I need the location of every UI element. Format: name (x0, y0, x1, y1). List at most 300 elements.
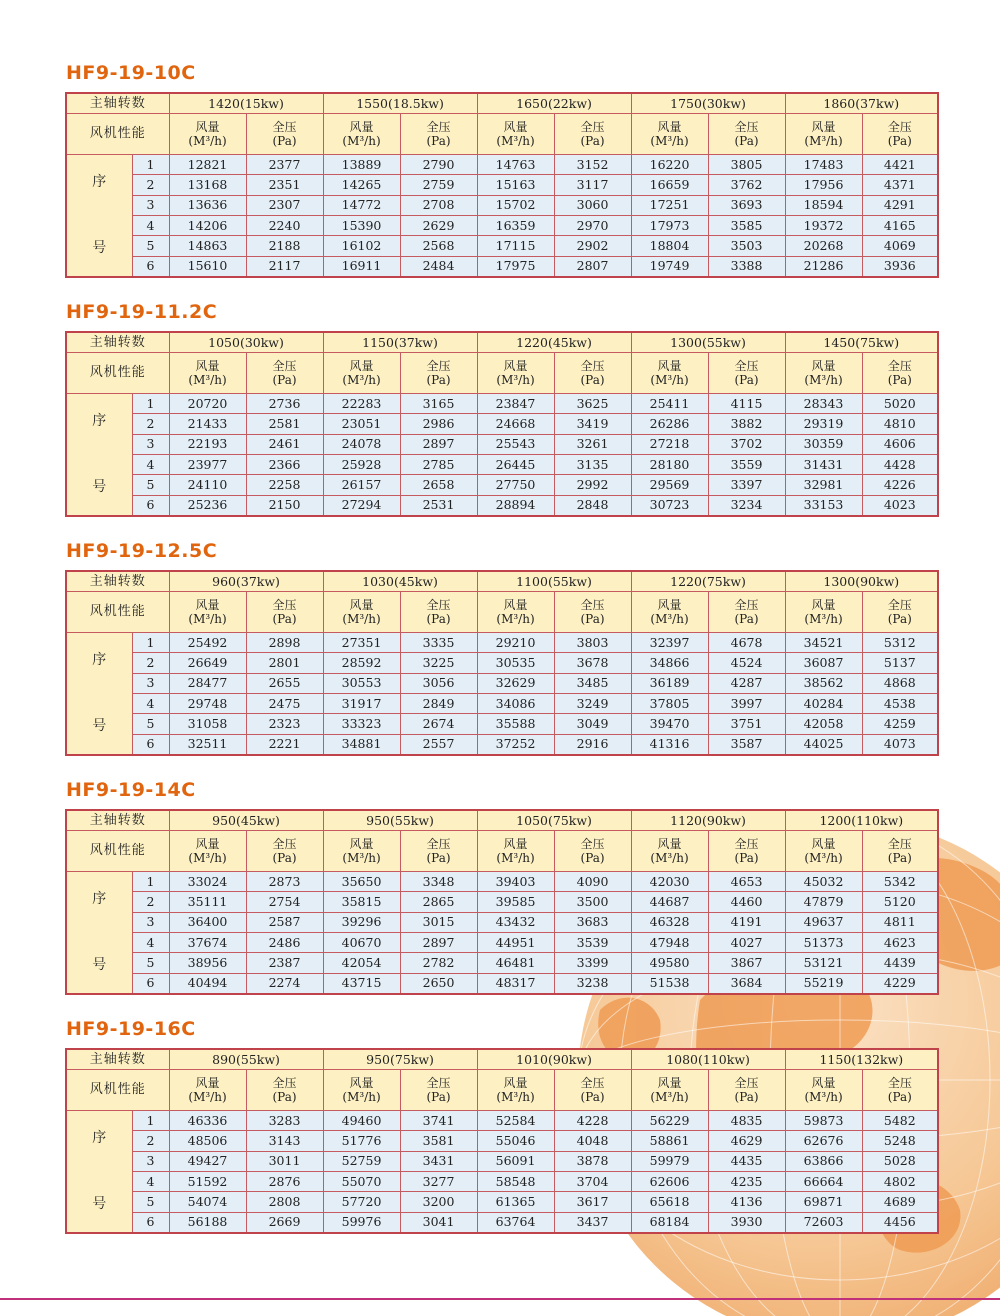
pressure-header-unit: (Pa) (734, 612, 759, 627)
airflow-cell: 46481 (477, 953, 554, 973)
row-number: 6 (132, 495, 169, 516)
airflow-cell: 42030 (631, 871, 708, 891)
pressure-cell: 4868 (862, 673, 938, 693)
table-row (66, 973, 938, 994)
pressure-cell: 3503 (708, 236, 785, 256)
speed-cell: 1550(18.5kw) (323, 93, 477, 114)
airflow-cell: 37252 (477, 734, 554, 755)
pressure-cell: 2323 (246, 714, 323, 734)
pressure-header-name: 全压 (734, 598, 759, 613)
airflow-cell: 21286 (785, 256, 862, 277)
airflow-cell: 18804 (631, 236, 708, 256)
airflow-cell: 32629 (477, 673, 554, 693)
speed-cell: 1300(90kw) (785, 571, 938, 592)
performance-table (65, 331, 939, 517)
airflow-header-name: 风量 (195, 120, 220, 135)
pressure-cell: 4460 (708, 892, 785, 912)
pressure-cell: 3143 (246, 1131, 323, 1151)
speed-cell: 1150(132kw) (785, 1049, 938, 1070)
pressure-cell: 3419 (554, 414, 631, 434)
seq-label (66, 871, 132, 994)
airflow-cell: 13889 (323, 154, 400, 174)
speed-cell: 1050(30kw) (169, 332, 323, 353)
speed-cell: 950(55kw) (323, 810, 477, 831)
pressure-cell: 4435 (708, 1151, 785, 1171)
airflow-header (631, 353, 708, 394)
airflow-cell: 27351 (323, 632, 400, 652)
pressure-cell: 3617 (554, 1192, 631, 1212)
speed-cell: 950(75kw) (323, 1049, 477, 1070)
pressure-cell: 2387 (246, 953, 323, 973)
airflow-header-unit: (M³/h) (496, 612, 535, 627)
pressure-header-unit: (Pa) (734, 373, 759, 388)
airflow-cell: 63764 (477, 1212, 554, 1233)
pressure-header (400, 1070, 477, 1111)
airflow-cell: 38562 (785, 673, 862, 693)
airflow-header-unit: (M³/h) (804, 851, 843, 866)
airflow-cell: 20720 (169, 393, 246, 413)
pressure-cell: 2754 (246, 892, 323, 912)
pressure-cell: 2916 (554, 734, 631, 755)
pressure-cell: 3238 (554, 973, 631, 994)
airflow-header-name: 风量 (195, 1076, 220, 1091)
table-row (66, 632, 938, 652)
row-number: 1 (132, 1110, 169, 1130)
airflow-cell: 17251 (631, 195, 708, 215)
pressure-cell: 2307 (246, 195, 323, 215)
speed-label: 主轴转数 (66, 571, 169, 592)
airflow-header-name: 风量 (503, 1076, 528, 1091)
airflow-header-unit: (M³/h) (804, 612, 843, 627)
table-row (66, 154, 938, 174)
table-row (66, 1171, 938, 1191)
speed-cell: 1200(110kw) (785, 810, 938, 831)
table-row (66, 414, 938, 434)
pressure-cell: 4027 (708, 932, 785, 952)
table-row (66, 434, 938, 454)
pressure-cell: 2992 (554, 475, 631, 495)
pressure-header-unit: (Pa) (426, 851, 451, 866)
pressure-cell: 3348 (400, 871, 477, 891)
pressure-cell: 4259 (862, 714, 938, 734)
pressure-cell: 3559 (708, 454, 785, 474)
speed-row (66, 810, 938, 831)
pressure-header (554, 1070, 631, 1111)
table-row (66, 1131, 938, 1151)
pressure-cell: 4802 (862, 1171, 938, 1191)
pressure-cell: 4115 (708, 393, 785, 413)
airflow-header-name: 风量 (811, 837, 836, 852)
pressure-header-unit: (Pa) (734, 1090, 759, 1105)
table-row (66, 953, 938, 973)
pressure-cell: 4069 (862, 236, 938, 256)
pressure-cell: 3152 (554, 154, 631, 174)
airflow-header-name: 风量 (657, 120, 682, 135)
airflow-header (169, 831, 246, 872)
speed-cell: 1220(45kw) (477, 332, 631, 353)
airflow-header-unit: (M³/h) (804, 1090, 843, 1105)
pressure-cell: 2801 (246, 653, 323, 673)
pressure-cell: 2848 (554, 495, 631, 516)
pressure-cell: 5137 (862, 653, 938, 673)
airflow-cell: 62606 (631, 1171, 708, 1191)
airflow-cell: 42054 (323, 953, 400, 973)
pressure-cell: 2865 (400, 892, 477, 912)
airflow-header-name: 风量 (657, 359, 682, 374)
airflow-cell: 22193 (169, 434, 246, 454)
pressure-cell: 3693 (708, 195, 785, 215)
row-number: 4 (132, 454, 169, 474)
pressure-header (400, 592, 477, 633)
airflow-cell: 34086 (477, 693, 554, 713)
pressure-header-unit: (Pa) (887, 134, 912, 149)
airflow-cell: 46336 (169, 1110, 246, 1130)
airflow-cell: 41316 (631, 734, 708, 755)
airflow-cell: 37805 (631, 693, 708, 713)
airflow-cell: 16911 (323, 256, 400, 277)
pressure-cell: 5120 (862, 892, 938, 912)
pressure-cell: 3704 (554, 1171, 631, 1191)
airflow-header-unit: (M³/h) (342, 851, 381, 866)
seq-label-top: 序 (92, 1130, 107, 1147)
pressure-cell: 2274 (246, 973, 323, 994)
speed-label: 主轴转数 (66, 810, 169, 831)
pressure-header (400, 114, 477, 155)
airflow-cell: 49580 (631, 953, 708, 973)
airflow-cell: 14265 (323, 175, 400, 195)
pressure-cell: 2531 (400, 495, 477, 516)
pressure-cell: 2782 (400, 953, 477, 973)
airflow-cell: 34881 (323, 734, 400, 755)
airflow-cell: 42058 (785, 714, 862, 734)
airflow-header (785, 114, 862, 155)
pressure-header (246, 831, 323, 872)
pressure-header-name: 全压 (887, 837, 912, 852)
airflow-cell: 25411 (631, 393, 708, 413)
row-number: 6 (132, 1212, 169, 1233)
pressure-cell: 3878 (554, 1151, 631, 1171)
pressure-header (708, 353, 785, 394)
table-row (66, 475, 938, 495)
airflow-header (631, 831, 708, 872)
pressure-cell: 3135 (554, 454, 631, 474)
airflow-cell: 72603 (785, 1212, 862, 1233)
pressure-cell: 4689 (862, 1192, 938, 1212)
table-row (66, 693, 938, 713)
pressure-header (708, 114, 785, 155)
performance-header-row (66, 353, 938, 394)
pressure-cell: 3277 (400, 1171, 477, 1191)
row-number: 3 (132, 434, 169, 454)
pressure-header-unit: (Pa) (580, 851, 605, 866)
pressure-cell: 4073 (862, 734, 938, 755)
table-row (66, 714, 938, 734)
pressure-cell: 2708 (400, 195, 477, 215)
pressure-cell: 2366 (246, 454, 323, 474)
pressure-header-name: 全压 (887, 1076, 912, 1091)
speed-row (66, 93, 938, 114)
airflow-cell: 14206 (169, 215, 246, 235)
pressure-header (400, 353, 477, 394)
speed-row (66, 1049, 938, 1070)
pressure-cell: 2351 (246, 175, 323, 195)
airflow-cell: 14772 (323, 195, 400, 215)
pressure-cell: 3234 (708, 495, 785, 516)
airflow-cell: 25928 (323, 454, 400, 474)
airflow-cell: 55046 (477, 1131, 554, 1151)
seq-label (66, 1110, 132, 1233)
airflow-cell: 16220 (631, 154, 708, 174)
pressure-header (862, 353, 938, 394)
airflow-cell: 39403 (477, 871, 554, 891)
seq-label-bottom: 号 (92, 718, 107, 735)
performance-table (65, 809, 939, 995)
performance-header-row (66, 831, 938, 872)
airflow-cell: 48506 (169, 1131, 246, 1151)
pressure-cell: 2876 (246, 1171, 323, 1191)
airflow-cell: 24668 (477, 414, 554, 434)
performance-table (65, 92, 939, 278)
seq-label-top: 序 (92, 174, 107, 191)
airflow-header-unit: (M³/h) (342, 1090, 381, 1105)
speed-label: 主轴转数 (66, 93, 169, 114)
airflow-cell: 49637 (785, 912, 862, 932)
pressure-cell: 2188 (246, 236, 323, 256)
model-title: HF9-19-14C (66, 779, 196, 801)
pressure-header (246, 1070, 323, 1111)
table-row (66, 653, 938, 673)
pressure-cell: 2898 (246, 632, 323, 652)
airflow-cell: 31058 (169, 714, 246, 734)
pressure-header (708, 831, 785, 872)
airflow-cell: 51373 (785, 932, 862, 952)
airflow-header-unit: (M³/h) (188, 612, 227, 627)
pressure-cell: 2785 (400, 454, 477, 474)
airflow-cell: 33024 (169, 871, 246, 891)
pressure-cell: 3882 (708, 414, 785, 434)
speed-row (66, 332, 938, 353)
pressure-cell: 2650 (400, 973, 477, 994)
airflow-cell: 22283 (323, 393, 400, 413)
row-number: 6 (132, 973, 169, 994)
pressure-cell: 3049 (554, 714, 631, 734)
airflow-header-name: 风量 (349, 598, 374, 613)
airflow-cell: 28180 (631, 454, 708, 474)
row-number: 1 (132, 632, 169, 652)
airflow-cell: 27218 (631, 434, 708, 454)
pressure-cell: 2759 (400, 175, 477, 195)
table-row (66, 454, 938, 474)
speed-cell: 1860(37kw) (785, 93, 938, 114)
pressure-header-name: 全压 (734, 1076, 759, 1091)
pressure-header-name: 全压 (887, 598, 912, 613)
pressure-header (554, 114, 631, 155)
performance-header-row (66, 114, 938, 155)
pressure-header-name: 全压 (887, 120, 912, 135)
airflow-cell: 19372 (785, 215, 862, 235)
airflow-cell: 19749 (631, 256, 708, 277)
pressure-cell: 4229 (862, 973, 938, 994)
pressure-cell: 3805 (708, 154, 785, 174)
performance-table (65, 1048, 939, 1234)
airflow-header-name: 风量 (195, 598, 220, 613)
airflow-cell: 43432 (477, 912, 554, 932)
airflow-cell: 59979 (631, 1151, 708, 1171)
seq-label (66, 632, 132, 755)
airflow-header (477, 353, 554, 394)
pressure-cell: 4228 (554, 1110, 631, 1130)
pressure-cell: 3056 (400, 673, 477, 693)
pressure-cell: 3702 (708, 434, 785, 454)
airflow-header (631, 592, 708, 633)
pressure-cell: 5248 (862, 1131, 938, 1151)
table-row (66, 195, 938, 215)
pressure-cell: 4623 (862, 932, 938, 952)
airflow-header (169, 353, 246, 394)
model-title: HF9-19-12.5C (66, 540, 218, 562)
pressure-header-name: 全压 (734, 359, 759, 374)
pressure-header-name: 全压 (887, 359, 912, 374)
airflow-header-name: 风量 (657, 598, 682, 613)
speed-cell: 1300(55kw) (631, 332, 785, 353)
speed-cell: 1030(45kw) (323, 571, 477, 592)
airflow-header-name: 风量 (503, 598, 528, 613)
airflow-header-name: 风量 (503, 120, 528, 135)
pressure-cell: 3431 (400, 1151, 477, 1171)
pressure-cell: 2587 (246, 912, 323, 932)
airflow-cell: 30553 (323, 673, 400, 693)
seq-label-bottom: 号 (92, 240, 107, 257)
pressure-cell: 3397 (708, 475, 785, 495)
airflow-cell: 28592 (323, 653, 400, 673)
airflow-cell: 17115 (477, 236, 554, 256)
pressure-cell: 4835 (708, 1110, 785, 1130)
pressure-header-unit: (Pa) (272, 851, 297, 866)
pressure-cell: 4421 (862, 154, 938, 174)
table-row (66, 912, 938, 932)
pressure-cell: 3200 (400, 1192, 477, 1212)
airflow-cell: 23847 (477, 393, 554, 413)
airflow-header-unit: (M³/h) (650, 612, 689, 627)
airflow-cell: 24078 (323, 434, 400, 454)
performance-header-row (66, 1070, 938, 1111)
seq-label-top: 序 (92, 413, 107, 430)
airflow-cell: 57720 (323, 1192, 400, 1212)
airflow-cell: 35111 (169, 892, 246, 912)
speed-cell: 1750(30kw) (631, 93, 785, 114)
airflow-cell: 46328 (631, 912, 708, 932)
pressure-cell: 2902 (554, 236, 631, 256)
performance-header-row (66, 592, 938, 633)
speed-label: 主轴转数 (66, 1049, 169, 1070)
speed-label: 主轴转数 (66, 332, 169, 353)
pressure-cell: 3762 (708, 175, 785, 195)
pressure-cell: 3388 (708, 256, 785, 277)
pressure-cell: 3936 (862, 256, 938, 277)
pressure-cell: 3500 (554, 892, 631, 912)
pressure-header-unit: (Pa) (272, 134, 297, 149)
airflow-cell: 40494 (169, 973, 246, 994)
pressure-header-name: 全压 (734, 120, 759, 135)
airflow-header-unit: (M³/h) (650, 851, 689, 866)
airflow-cell: 48317 (477, 973, 554, 994)
airflow-header-name: 风量 (811, 120, 836, 135)
performance-label: 风机性能 (66, 114, 169, 155)
airflow-cell: 13168 (169, 175, 246, 195)
pressure-header-unit: (Pa) (734, 134, 759, 149)
airflow-cell: 51776 (323, 1131, 400, 1151)
airflow-cell: 25543 (477, 434, 554, 454)
pressure-header-unit: (Pa) (272, 612, 297, 627)
pressure-cell: 4524 (708, 653, 785, 673)
pressure-cell: 3249 (554, 693, 631, 713)
airflow-cell: 55219 (785, 973, 862, 994)
airflow-header (631, 114, 708, 155)
pressure-cell: 3585 (708, 215, 785, 235)
row-number: 5 (132, 236, 169, 256)
airflow-cell: 28477 (169, 673, 246, 693)
airflow-header-name: 风量 (195, 837, 220, 852)
airflow-header (323, 831, 400, 872)
airflow-cell: 55070 (323, 1171, 400, 1191)
airflow-cell: 49460 (323, 1110, 400, 1130)
pressure-header-name: 全压 (580, 598, 605, 613)
airflow-header (785, 1070, 862, 1111)
table-row (66, 175, 938, 195)
airflow-cell: 49427 (169, 1151, 246, 1171)
pressure-cell: 3225 (400, 653, 477, 673)
pressure-header (862, 114, 938, 155)
row-number: 2 (132, 892, 169, 912)
airflow-header-unit: (M³/h) (496, 134, 535, 149)
airflow-header-unit: (M³/h) (496, 1090, 535, 1105)
pressure-cell: 3684 (708, 973, 785, 994)
airflow-cell: 58861 (631, 1131, 708, 1151)
airflow-cell: 53121 (785, 953, 862, 973)
pressure-cell: 2669 (246, 1212, 323, 1233)
airflow-cell: 40670 (323, 932, 400, 952)
airflow-header (169, 592, 246, 633)
airflow-cell: 31431 (785, 454, 862, 474)
speed-cell: 1650(22kw) (477, 93, 631, 114)
pressure-cell: 2849 (400, 693, 477, 713)
airflow-cell: 51592 (169, 1171, 246, 1191)
airflow-header-name: 风量 (811, 598, 836, 613)
pressure-header-unit: (Pa) (426, 373, 451, 388)
airflow-cell: 30359 (785, 434, 862, 454)
airflow-header-name: 风量 (349, 120, 374, 135)
table-row (66, 892, 938, 912)
airflow-cell: 27294 (323, 495, 400, 516)
row-number: 2 (132, 414, 169, 434)
pressure-cell: 3930 (708, 1212, 785, 1233)
pressure-header-unit: (Pa) (580, 373, 605, 388)
pressure-header (246, 353, 323, 394)
airflow-cell: 56229 (631, 1110, 708, 1130)
table-row (66, 495, 938, 516)
airflow-header-name: 风量 (811, 359, 836, 374)
row-number: 3 (132, 195, 169, 215)
pressure-cell: 4606 (862, 434, 938, 454)
airflow-cell: 23051 (323, 414, 400, 434)
airflow-cell: 17973 (631, 215, 708, 235)
pressure-header (554, 592, 631, 633)
airflow-cell: 31917 (323, 693, 400, 713)
airflow-cell: 37674 (169, 932, 246, 952)
pressure-cell: 4287 (708, 673, 785, 693)
airflow-cell: 27750 (477, 475, 554, 495)
pressure-cell: 3041 (400, 1212, 477, 1233)
